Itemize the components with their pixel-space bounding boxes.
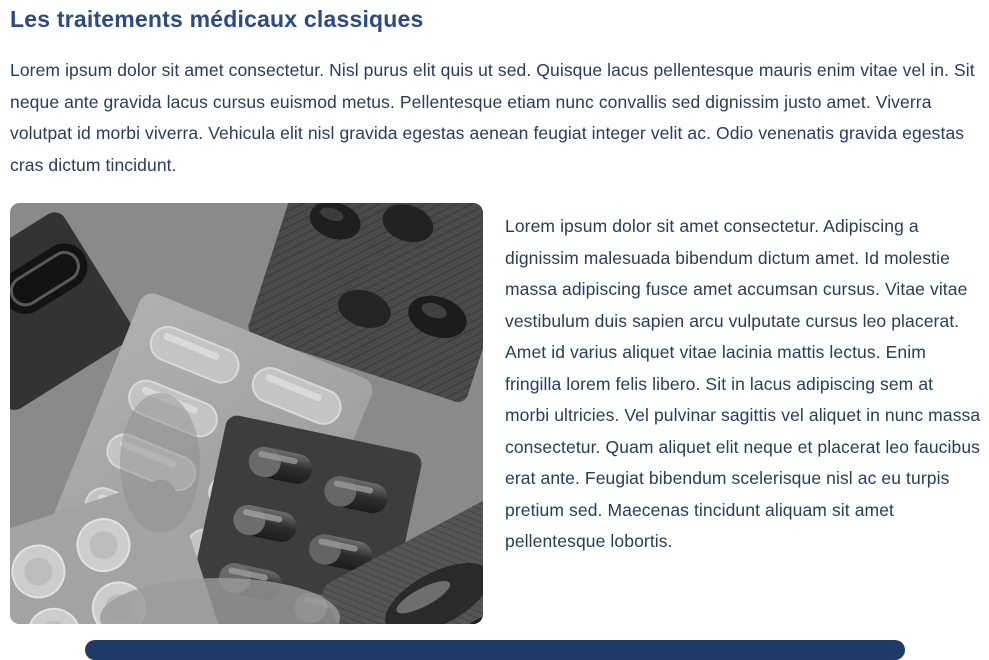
medication-photo — [10, 203, 483, 624]
pills-blister-packs-illustration — [10, 203, 483, 624]
media-row — [10, 203, 981, 624]
footer-section-edge — [85, 640, 905, 660]
intro-paragraph: Lorem ipsum dolor sit amet consectetur. Nisl purus elit quis ut sed. Quisque lacus pellentesque mauris enim vitae vel in. Sit neque ante gravida lacus cursus euismod metus. Pellentesque etiam nunc convallis sed dignissim justo amet. Viverra volutpat id morbi viverra. Vehicula elit nisl gravida egestas aenean feugiat integer velit ac. Odio venenatis gravida egestas cras dictum tincidunt. — [10, 60, 975, 175]
side-paragraph: Lorem ipsum dolor sit amet consectetur. Adipiscing a dignissim malesuada bibendum dictum amet. Id molestie massa adipiscing fusce amet accumsan cursus. Vitae vitae vestibulum duis sapien arcu vulputate cursus leo placerat. Amet id varius aliquet vitae lacinia mattis lectus. Enim fringilla lorem felis libero. Sit in lacus adipiscing sem at morbi ultricies. Vel pulvinar sagittis vel aliquet in nunc massa consectetur. Quam aliquet elit neque et placerat leo faucibus erat ante. Feugiat bibendum scelerisque nisl ac eu turpis pretium sed. Maecenas tincidunt aliquam sit amet pellentesque lobortis. — [505, 216, 981, 551]
section-title: Les traitements médicaux classiques — [10, 6, 424, 32]
